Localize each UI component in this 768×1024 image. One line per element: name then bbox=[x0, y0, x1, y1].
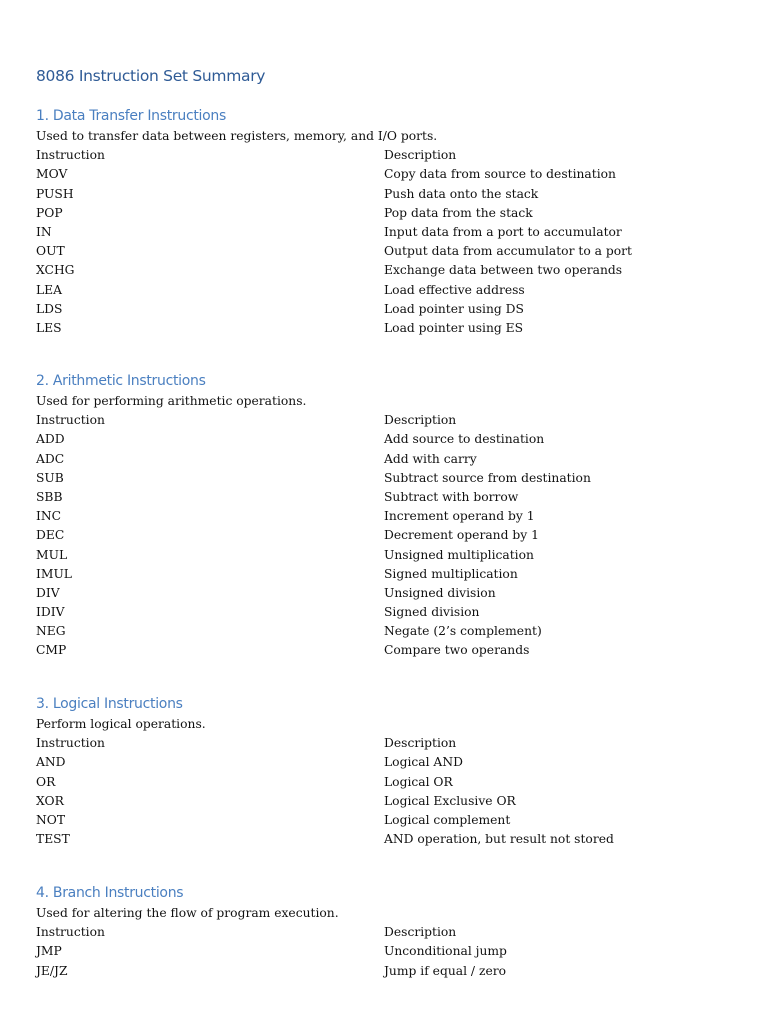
table-row bbox=[36, 223, 736, 242]
description-cell: Jump if equal / zero bbox=[384, 963, 507, 978]
description-cell: Unsigned multiplication bbox=[384, 547, 534, 562]
description-cell: Increment operand by 1 bbox=[384, 509, 535, 524]
instruction-cell: ADD bbox=[36, 432, 65, 447]
instruction-cell: XOR bbox=[36, 793, 64, 808]
instruction-cell: TEST bbox=[36, 832, 70, 847]
table-row bbox=[36, 830, 736, 849]
table-row bbox=[36, 507, 736, 526]
table-row bbox=[36, 488, 736, 507]
column-header-description: Description bbox=[384, 413, 457, 428]
column-header-instruction: Instruction bbox=[36, 148, 105, 163]
instruction-cell: SBB bbox=[36, 489, 63, 504]
instruction-cell: MOV bbox=[36, 167, 68, 182]
table-row bbox=[36, 450, 736, 469]
table-row bbox=[36, 546, 736, 565]
table-row bbox=[36, 792, 736, 811]
table-row bbox=[36, 811, 736, 830]
column-header-description: Description bbox=[384, 925, 457, 940]
description-cell: Load pointer using ES bbox=[384, 320, 524, 335]
instruction-cell: NEG bbox=[36, 624, 66, 639]
instruction-cell: JMP bbox=[36, 944, 62, 959]
section-heading: 1. Data Transfer Instructions bbox=[36, 108, 226, 124]
description-cell: Logical OR bbox=[384, 774, 453, 789]
table-row bbox=[36, 773, 736, 792]
table-row bbox=[36, 753, 736, 772]
table-header-row bbox=[36, 923, 736, 942]
table-row bbox=[36, 526, 736, 545]
section-branch bbox=[36, 882, 736, 981]
description-cell: Compare two operands bbox=[384, 643, 530, 658]
description-cell: AND operation, but result not stored bbox=[384, 832, 614, 847]
section-heading: 3. Logical Instructions bbox=[36, 696, 183, 712]
table-header-row bbox=[36, 146, 736, 165]
instruction-cell: DIV bbox=[36, 585, 60, 600]
section-heading: 2. Arithmetic Instructions bbox=[36, 373, 206, 389]
table-row bbox=[36, 603, 736, 622]
section-arithmetic bbox=[36, 370, 736, 661]
section-data-transfer bbox=[36, 105, 736, 338]
description-cell: Push data onto the stack bbox=[384, 186, 539, 201]
description-cell: Logical complement bbox=[384, 812, 511, 827]
description-cell: Logical AND bbox=[384, 755, 463, 770]
table-row bbox=[36, 622, 736, 641]
table-row bbox=[36, 261, 736, 280]
document-title: 8086 Instruction Set Summary bbox=[36, 67, 266, 85]
table-row bbox=[36, 300, 736, 319]
table-row bbox=[36, 185, 736, 204]
column-header-instruction: Instruction bbox=[36, 736, 105, 751]
instruction-cell: SUB bbox=[36, 470, 64, 485]
table-row bbox=[36, 469, 736, 488]
instruction-cell: IMUL bbox=[36, 566, 72, 581]
instruction-cell: PUSH bbox=[36, 186, 74, 201]
description-cell: Exchange data between two operands bbox=[384, 263, 623, 278]
instruction-cell: LEA bbox=[36, 282, 63, 297]
description-cell: Signed multiplication bbox=[384, 566, 518, 581]
description-cell: Add source to destination bbox=[384, 432, 545, 447]
table-row bbox=[36, 281, 736, 300]
section-description: Used to transfer data between registers, memory, and I/O ports. bbox=[36, 129, 438, 143]
description-cell: Copy data from source to destination bbox=[384, 167, 616, 182]
description-cell: Signed division bbox=[384, 605, 480, 620]
description-cell: Add with carry bbox=[384, 451, 477, 466]
section-description: Used for performing arithmetic operations. bbox=[36, 394, 307, 408]
instruction-cell: DEC bbox=[36, 528, 65, 543]
table-header-row bbox=[36, 734, 736, 753]
column-header-instruction: Instruction bbox=[36, 925, 105, 940]
description-cell: Load pointer using DS bbox=[384, 301, 524, 316]
instruction-cell: IDIV bbox=[36, 605, 65, 620]
description-cell: Pop data from the stack bbox=[384, 205, 533, 220]
table-row bbox=[36, 319, 736, 338]
description-cell: Unconditional jump bbox=[384, 944, 507, 959]
instruction-cell: XCHG bbox=[36, 263, 75, 278]
table-row bbox=[36, 165, 736, 184]
description-cell: Input data from a port to accumulator bbox=[384, 224, 622, 239]
description-cell: Unsigned division bbox=[384, 585, 496, 600]
table-header-row bbox=[36, 411, 736, 430]
instruction-cell: AND bbox=[36, 755, 66, 770]
table-row bbox=[36, 565, 736, 584]
table-row bbox=[36, 584, 736, 603]
instruction-cell: ADC bbox=[36, 451, 65, 466]
description-cell: Load effective address bbox=[384, 282, 525, 297]
description-cell: Negate (2’s complement) bbox=[384, 624, 542, 639]
description-cell: Subtract source from destination bbox=[384, 470, 591, 485]
section-description: Perform logical operations. bbox=[36, 717, 206, 731]
column-header-instruction: Instruction bbox=[36, 413, 105, 428]
instruction-cell: OR bbox=[36, 774, 56, 789]
description-cell: Decrement operand by 1 bbox=[384, 528, 539, 543]
section-description: Used for altering the flow of program execution. bbox=[36, 906, 339, 920]
section-logical bbox=[36, 693, 736, 849]
table-row bbox=[36, 942, 736, 961]
instruction-cell: INC bbox=[36, 509, 62, 524]
table-row bbox=[36, 962, 736, 981]
description-cell: Subtract with borrow bbox=[384, 489, 519, 504]
instruction-cell: NOT bbox=[36, 812, 66, 827]
table-row bbox=[36, 641, 736, 660]
instruction-cell: CMP bbox=[36, 643, 67, 658]
column-header-description: Description bbox=[384, 736, 457, 751]
instruction-cell: JE/JZ bbox=[36, 963, 68, 978]
table-row bbox=[36, 242, 736, 261]
instruction-cell: IN bbox=[36, 224, 52, 239]
section-heading: 4. Branch Instructions bbox=[36, 885, 184, 901]
instruction-cell: MUL bbox=[36, 547, 68, 562]
table-row bbox=[36, 204, 736, 223]
description-cell: Output data from accumulator to a port bbox=[384, 244, 632, 259]
instruction-cell: LDS bbox=[36, 301, 63, 316]
instruction-cell: POP bbox=[36, 205, 63, 220]
instruction-cell: LES bbox=[36, 320, 62, 335]
description-cell: Logical Exclusive OR bbox=[384, 793, 516, 808]
table-row bbox=[36, 430, 736, 449]
instruction-cell: OUT bbox=[36, 244, 65, 259]
column-header-description: Description bbox=[384, 148, 457, 163]
